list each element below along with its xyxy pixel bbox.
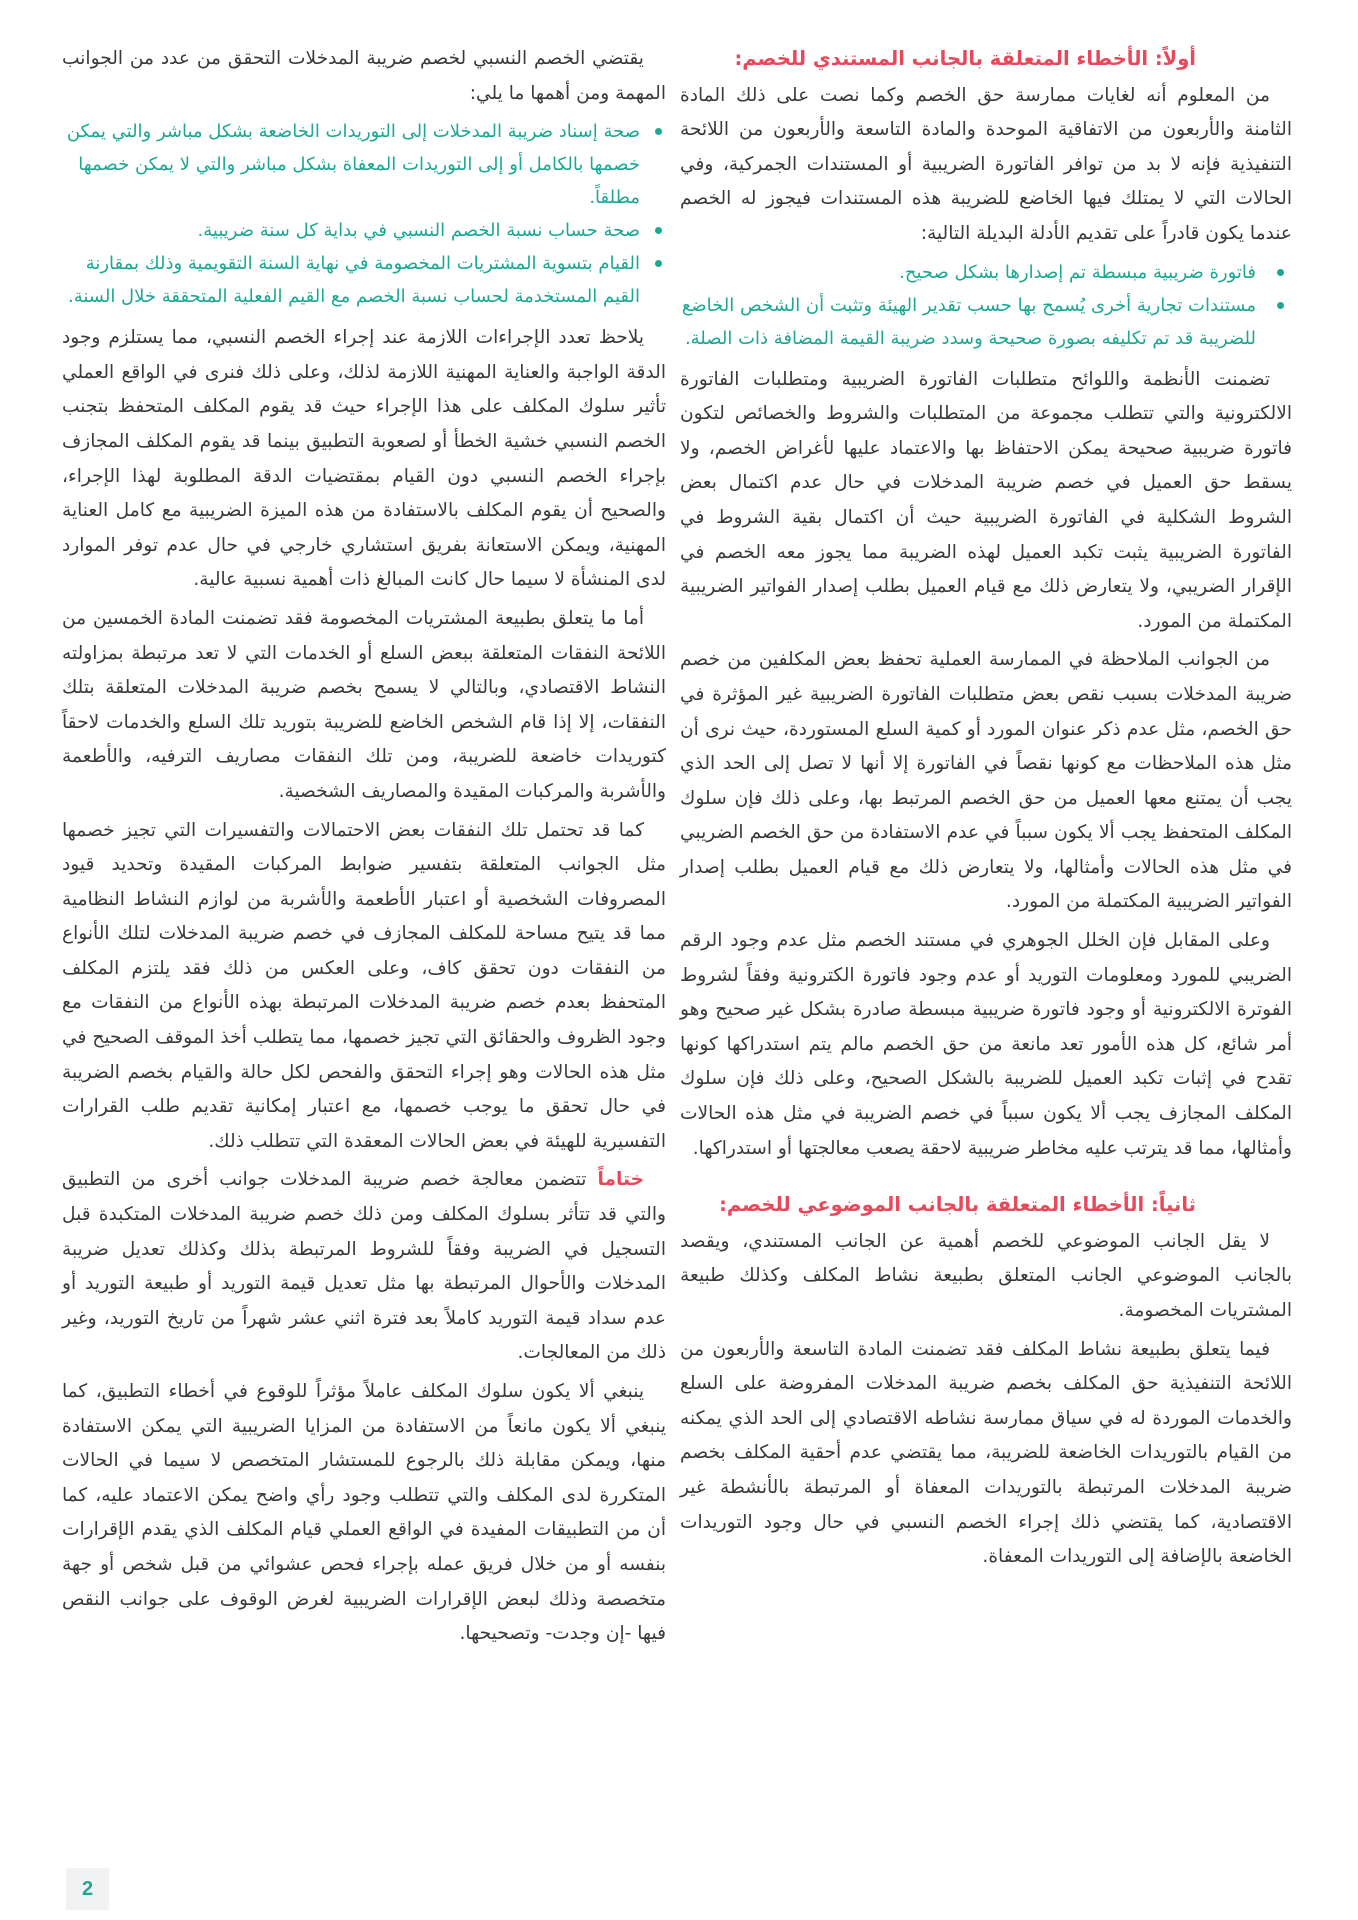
paragraph: فيما يتعلق بطبيعة نشاط المكلف فقد تضمنت المادة التاسعة والأربعون من اللائحة التنفيذية حق المكلف بخصم ضريبة المدخلات المفروضة على السلع والخدمات الموردة له في سياق ممارسة نشاطه الاقتصادي إلى الحد الذي يمكنه من القيام بالتوريدات الخاضعة للضريبة، مما يقتضي عدم أحقية المكلف بخصم ضريبة المدخلات المرتبطة بالتوريدات المعفاة أو المرتبطة بالأنشطة غير الاقتصادية، كما يقتضي ذلك إجراء الخصم النسبي في حال وجود التوريدات الخاضعة بالإضافة إلى التوريدات المعفاة. bbox=[680, 1338, 1292, 1568]
paragraph: وعلى المقابل فإن الخلل الجوهري في مستند الخصم مثل عدم وجود الرقم الضريبي للمورد ومعلومات التوريد أو عدم وجود فاتورة الكترونية وفقاً لشروط الفوترة الالكترونية أو وجود فاتورة ضريبية مبسطة صادرة بشكل غير صحيح وهو أمر شائع، كل هذه الأمور تعد مانعة من حق الخصم مالم يتم استدراكها كونها تقدح في إثبات تكبد العميل للضريبة بالشكل الصحيح، وعلى ذلك فإن سلوك المكلف المجازف يجب ألا يكون سبباً في خصم الضريبة في مثل هذه الحالات وأمثالها، مما قد يترتب عليه مخاطر ضريبية لاحقة يصعب معالجتها أو استدراكها. bbox=[680, 930, 1292, 1159]
conclusion-text: تتضمن معالجة خصم ضريبة المدخلات جوانب أخرى من التطبيق والتي قد تتأثر بسلوك المكلف ومن ذلك خصم ضريبة المدخلات المتكبدة قبل التسجيل في الضريبة وفقاً للشروط المرتبطة بذلك وكذلك تعديل ضريبة المدخلات والأحوال المرتبطة بها مثل تعديل قيمة التوريد أو طبيعة التوريد أو عدم سداد قيمة التوريد كاملاً بعد فترة اثني عشر شهراً من تاريخ التوريد، وغير ذلك من المعالجات. bbox=[62, 1169, 666, 1364]
list-item: القيام بتسوية المشتريات المخصومة في نهاية السنة التقويمية وذلك بمقارنة القيم المستخدمة لحساب نسبة الخصم مع القيم الفعلية المتحققة خلال السنة. bbox=[62, 247, 640, 313]
left-column bbox=[62, 42, 666, 1656]
paragraph: من الجوانب الملاحظة في الممارسة العملية تحفظ بعض المكلفين من خصم ضريبة المدخلات بسبب نقص بعض متطلبات الفاتورة الضريبية غير المؤثرة في حق الخصم، مثل عدم ذكر عنوان المورد أو كمية السلع المستوردة، حيث نرى أن مثل هذه الملاحظات مع كونها نقصاً في الفاتورة إلا أنها لا تصل إلى الحد الذي يجب أن يمتنع معها العميل من حق الخصم المرتبط بها، وعلى ذلك فإن سلوك المكلف المتحفظ يجب ألا يكون سبباً في عدم الاستفادة من حق الخصم الضريبي في مثل هذه الحالات وأمثالها، ولا يتعارض ذلك مع قيام العميل بطلب إصدار الفواتير الضريبية المكتملة من المورد. bbox=[680, 649, 1292, 913]
right-column bbox=[680, 42, 1292, 1579]
list-item: فاتورة ضريبية مبسطة تم إصدارها بشكل صحيح. bbox=[680, 256, 1256, 289]
conclusion-paragraph bbox=[62, 1163, 666, 1371]
paragraph: ينبغي ألا يكون سلوك المكلف عاملاً مؤثراً للوقوع في أخطاء التطبيق، كما ينبغي ألا يكون مانعاً من الاستفادة من المزايا الضريبية التي يمكن الاستفادة منها، ويمكن مقابلة ذلك بالرجوع للمستشار المتخصص لا سيما في الحالات المتكررة لدى المكلف والتي تتطلب وجود رأي واضح يمكن الاعتماد عليه، كما أن من التطبيقات المفيدة في الواقع العملي قيام المكلف الذي يقدم الإقرارات بنفسه أو من خلال فريق عمله بإجراء فحص عشوائي من قبل شخص أو جهة متخصصة وذلك لبعض الإقرارات الضريبية لغرض الوقوف على جوانب النقص فيها -إن وجدت- وتصحيحها. bbox=[62, 1381, 666, 1645]
paragraph: يلاحظ تعدد الإجراءات اللازمة عند إجراء الخصم النسبي، مما يستلزم وجود الدقة الواجبة والعناية المهنية اللازمة لذلك، وعلى ذلك فنرى في الواقع العملي تأثير سلوك المكلف على هذا الإجراء حيث قد يقوم المكلف المتحفظ بتجنب الخصم النسبي خشية الخطأ أو لصعوبة التطبيق بينما قد يقوم المكلف المجازف بإجراء الخصم النسبي دون القيام بمقتضيات الدقة المطلوبة لهذا الإجراء، والصحيح أن يقوم المكلف بالاستفادة من هذه الميزة الضريبية مع كامل العناية المهنية، ويمكن الاستعانة بفريق استشاري خارجي في حال عدم توفر الموارد لدى المنشأة لا سيما حال كانت المبالغ ذات أهمية نسبية عالية. bbox=[62, 327, 666, 591]
conclusion-lead: ختاماً bbox=[597, 1169, 644, 1191]
list-item: مستندات تجارية أخرى يُسمح بها حسب تقدير الهيئة وتثبت أن الشخص الخاضع للضريبة قد تم تكليفه بصورة صحيحة وسدد ضريبة القيمة المضافة ذات الصلة. bbox=[680, 289, 1256, 355]
proportional-deduction-checks-list bbox=[62, 115, 666, 313]
section-heading-substantive: ثانياً: الأخطاء المتعلقة بالجانب الموضوعي للخصم: bbox=[719, 1193, 1196, 1217]
list-item: صحة حساب نسبة الخصم النسبي في بداية كل سنة ضريبية. bbox=[62, 214, 640, 247]
paragraph: أما ما يتعلق بطبيعة المشتريات المخصومة فقد تضمنت المادة الخمسين من اللائحة النفقات المتعلقة ببعض السلع أو الخدمات التي لا تعد مرتبطة بمزاولته النشاط الاقتصادي، وبالتالي لا يسمح بخصم ضريبة المدخلات المتعلقة بتلك النفقات، إلا إذا قام الشخص الخاضع للضريبة بتوريد تلك السلع والخدمات لاحقاً كتوريدات خاضعة للضريبة، ومن تلك النفقات مصاريف الترفيه، والأطعمة والأشربة والمركبات المقيدة والمصاريف الشخصية. bbox=[62, 607, 666, 802]
section-heading-documentary: أولاً: الأخطاء المتعلقة بالجانب المستندي للخصم: bbox=[734, 47, 1196, 70]
paragraph: من المعلوم أنه لغايات ممارسة حق الخصم وكما نصت على ذلك المادة الثامنة والأربعون من الاتفاقية الموحدة والمادة التاسعة والأربعون من اللائحة التنفيذية فإنه لا بد من توافر الفاتورة الضريبية أو المستندات الجمركية، وفي الحالات التي لا يمتلك فيها الخاضع للضريبة هذه المستندات فيجوز له الخصم عندما يكون قادراً على تقديم الأدلة البديلة التالية: bbox=[680, 84, 1292, 244]
paragraph: كما قد تحتمل تلك النفقات بعض الاحتمالات والتفسيرات التي تجيز خصمها مثل الجوانب المتعلقة بتفسير ضوابط المركبات المقيدة وتحديد قيود المصروفات الشخصية أو اعتبار الأطعمة والأشربة من لوازم النشاط النظامية مما قد يتيح مساحة للمكلف المجازف في خصم ضريبة المدخلات لتلك الأنواع من النفقات دون تحقق كاف، وعلى العكس من ذلك فقد يلتزم المكلف المتحفظ بعدم خصم ضريبة المدخلات المرتبطة بهذه الأنواع من النفقات مع وجود الظروف والحقائق التي تجيز خصمها، مما يتطلب أخذ الموقف الصحيح في مثل هذه الحالات وهو إجراء التحقق والفحص لكل حالة والقيام بخصم الضريبة في حال تحقق ما يوجب خصمها، مع اعتبار إمكانية تقديم طلب القرارات التفسيرية للهيئة في بعض الحالات المعقدة التي تتطلب ذلك. bbox=[62, 819, 666, 1152]
list-item: صحة إسناد ضريبة المدخلات إلى التوريدات الخاضعة بشكل مباشر والتي يمكن خصمها بالكامل أو إلى التوريدات المعفاة بشكل مباشر والتي لا يمكن خصمها مطلقاً. bbox=[62, 115, 640, 214]
paragraph: لا يقل الجانب الموضوعي للخصم أهمية عن الجانب المستندي، ويقصد بالجانب الموضوعي الجانب المتعلق بطبيعة نشاط المكلف وكذلك طبيعة المشتريات المخصومة. bbox=[680, 1230, 1292, 1321]
page-number: 2 bbox=[66, 1868, 109, 1910]
alternative-evidence-list bbox=[680, 256, 1292, 355]
paragraph: يقتضي الخصم النسبي لخصم ضريبة المدخلات التحقق من عدد من الجوانب المهمة ومن أهمها ما يلي: bbox=[62, 48, 666, 104]
paragraph: تضمنت الأنظمة واللوائح متطلبات الفاتورة الضريبية ومتطلبات الفاتورة الالكترونية والتي تتطلب مجموعة من المتطلبات والشروط والخصائص لتكون فاتورة ضريبية صحيحة يمكن الاحتفاظ بها والاعتماد عليها لأغراض الخصم، ولا يسقط حق العميل في خصم ضريبة المدخلات في حال عدم اكتمال بعض الشروط الشكلية في الفاتورة الضريبية حيث أن اكتمال بقية الشروط في الفاتورة الضريبية يثبت تكبد العميل لهذه الضريبة مما يجوز معه الخصم في الإقرار الضريبي، ولا يتعارض ذلك مع قيام العميل بطلب إصدار الفواتير الضريبية المكتملة من المورد. bbox=[680, 368, 1292, 632]
